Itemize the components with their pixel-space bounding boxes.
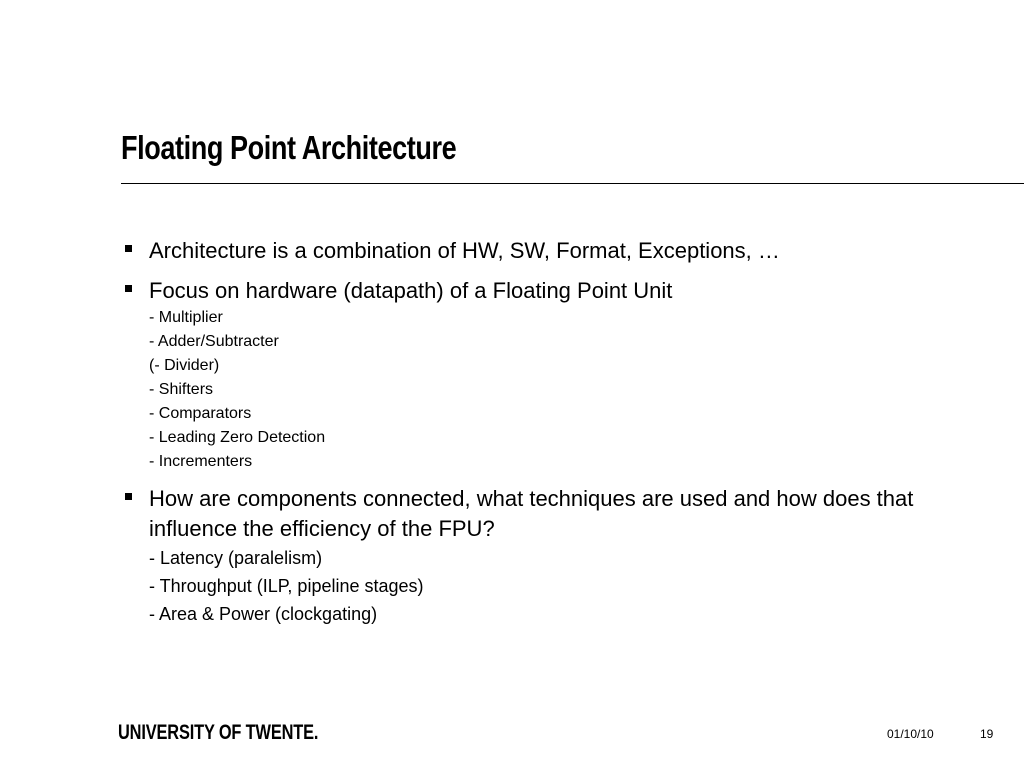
sub-item: - Latency (paralelism) xyxy=(149,548,323,568)
title-divider xyxy=(121,183,1024,184)
bullet-list xyxy=(121,236,961,638)
slide-title: Floating Point Architecture xyxy=(121,129,457,166)
sub-item: - Shifters xyxy=(149,381,214,398)
bullet-text: Focus on hardware (datapath) of a Floating Point Unit xyxy=(149,278,673,303)
bullet-text: How are components connected, what techniques are used and how does that influence the efficiency of the FPU? xyxy=(149,486,914,541)
square-bullet-icon xyxy=(125,285,132,292)
sub-item: - Leading Zero Detection xyxy=(149,429,326,446)
sub-item: - Adder/Subtracter xyxy=(149,333,279,350)
sub-item: - Area & Power (clockgating) xyxy=(149,604,378,624)
square-bullet-icon xyxy=(125,493,132,500)
bullet-item xyxy=(121,484,961,628)
square-bullet-icon xyxy=(125,245,132,252)
sub-item: - Incrementers xyxy=(149,453,253,470)
bullet-item xyxy=(121,236,961,266)
footer-date: 01/10/10 xyxy=(887,727,934,741)
university-logo: UNIVERSITY OF TWENTE. xyxy=(118,721,319,744)
sub-item: - Comparators xyxy=(149,405,252,422)
bullet-item xyxy=(121,276,961,474)
page-number: 19 xyxy=(980,727,994,741)
sub-list xyxy=(149,306,961,474)
sub-item: - Throughput (ILP, pipeline stages) xyxy=(149,576,424,596)
sub-item: - Multiplier xyxy=(149,309,223,326)
sub-item: (- Divider) xyxy=(149,357,220,374)
bullet-text: Architecture is a combination of HW, SW, Format, Exceptions, … xyxy=(149,238,780,263)
sub-list xyxy=(149,544,961,628)
